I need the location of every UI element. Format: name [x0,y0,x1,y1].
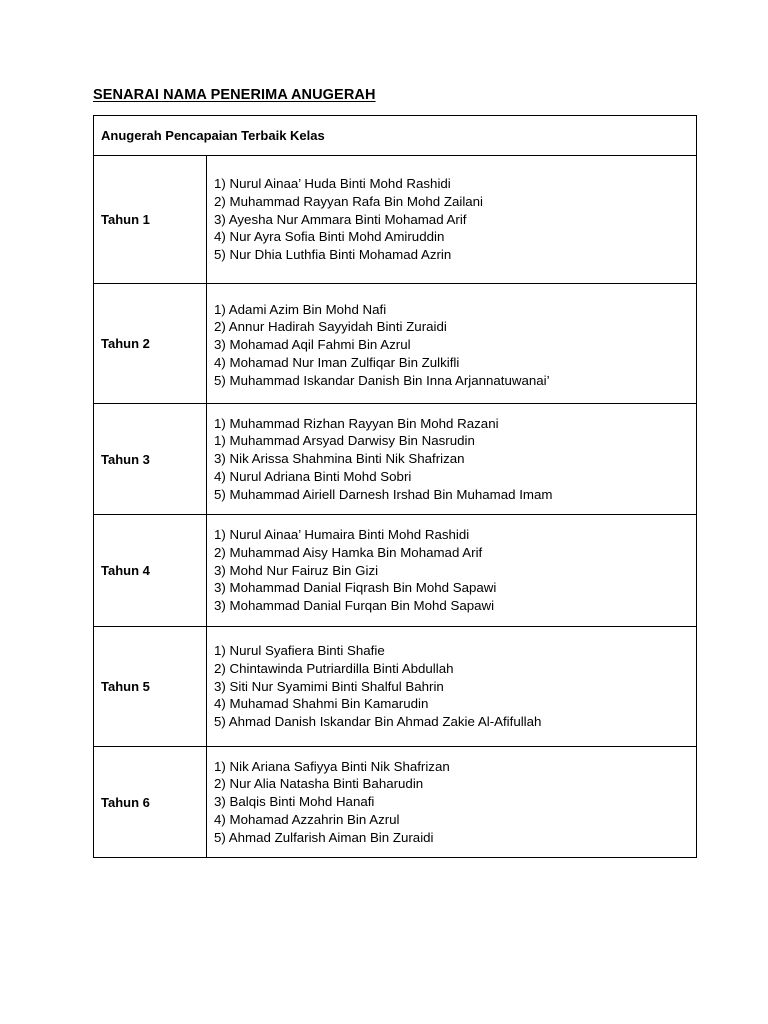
table-row [94,747,697,858]
names-cell [207,747,697,858]
recipient-name: 5) Ahmad Zulfarish Aiman Bin Zuraidi [214,829,434,845]
table-row [94,627,697,747]
recipient-name: 1) Nurul Ainaa’ Humaira Binti Mohd Rashidi [214,527,470,543]
recipient-name: 3) Mohammad Danial Fiqrash Bin Mohd Sapawi [214,580,497,596]
recipient-name: 3) Mohammad Danial Furqan Bin Mohd Sapawi [214,598,495,614]
recipient-name: 2) Annur Hadirah Sayyidah Binti Zuraidi [214,319,447,335]
year-cell: Tahun 5 [94,627,207,747]
year-cell: Tahun 2 [94,284,207,404]
recipient-name: 4) Nurul Adriana Binti Mohd Sobri [214,468,412,484]
recipient-name: 1) Nik Ariana Safiyya Binti Nik Shafrizan [214,758,450,774]
recipient-name: 3) Mohamad Aqil Fahmi Bin Azrul [214,337,411,353]
recipient-name: 4) Muhamad Shahmi Bin Kamarudin [214,696,429,712]
recipient-name: 3) Balqis Binti Mohd Hanafi [214,794,375,810]
names-cell [207,404,697,515]
year-cell: Tahun 3 [94,404,207,515]
recipient-name: 2) Muhammad Rayyan Rafa Bin Mohd Zailani [214,193,484,209]
table-row [94,156,697,284]
recipient-name: 3) Siti Nur Syamimi Binti Shalful Bahrin [214,678,444,694]
recipient-name: 5) Nur Dhia Luthfia Binti Mohamad Azrin [214,247,452,263]
recipient-name: 2) Nur Alia Natasha Binti Baharudin [214,776,424,792]
names-cell [207,284,697,404]
recipient-name: 1) Adami Azim Bin Mohd Nafi [214,301,387,317]
table-row [94,284,697,404]
year-cell: Tahun 4 [94,515,207,627]
year-cell: Tahun 6 [94,747,207,858]
table-row [94,515,697,627]
recipient-name: 3) Mohd Nur Fairuz Bin Gizi [214,562,379,578]
recipient-name: 5) Ahmad Danish Iskandar Bin Ahmad Zakie Al-Afifullah [214,714,542,730]
recipient-name: 1) Muhammad Arsyad Darwisy Bin Nasrudin [214,433,475,449]
recipient-name: 4) Nur Ayra Sofia Binti Mohd Amiruddin [214,229,445,245]
recipient-name: 2) Chintawinda Putriardilla Binti Abdullah [214,660,454,676]
recipient-name: 5) Muhammad Airiell Darnesh Irshad Bin Muhamad Imam [214,486,553,502]
recipient-name: 1) Nurul Syafiera Binti Shafie [214,643,385,659]
table-heading: Anugerah Pencapaian Terbaik Kelas [94,116,697,156]
table-row [94,404,697,515]
recipient-name: 5) Muhammad Iskandar Danish Bin Inna Arjannatuwanai’ [214,372,550,388]
recipient-name: 1) Nurul Ainaa’ Huda Binti Mohd Rashidi [214,176,451,192]
recipient-name: 1) Muhammad Rizhan Rayyan Bin Mohd Razani [214,415,499,431]
award-recipients-table [93,115,697,858]
document-title: SENARAI NAMA PENERIMA ANUGERAH [93,87,376,103]
recipient-name: 3) Ayesha Nur Ammara Binti Mohamad Arif [214,211,467,227]
recipient-name: 2) Muhammad Aisy Hamka Bin Mohamad Arif [214,544,483,560]
names-cell [207,515,697,627]
names-cell [207,156,697,284]
recipient-name: 4) Mohamad Nur Iman Zulfiqar Bin Zulkifli [214,354,460,370]
recipient-name: 4) Mohamad Azzahrin Bin Azrul [214,811,400,827]
names-cell [207,627,697,747]
recipient-name: 3) Nik Arissa Shahmina Binti Nik Shafrizan [214,451,465,467]
table-heading-row [94,116,697,156]
year-cell: Tahun 1 [94,156,207,284]
